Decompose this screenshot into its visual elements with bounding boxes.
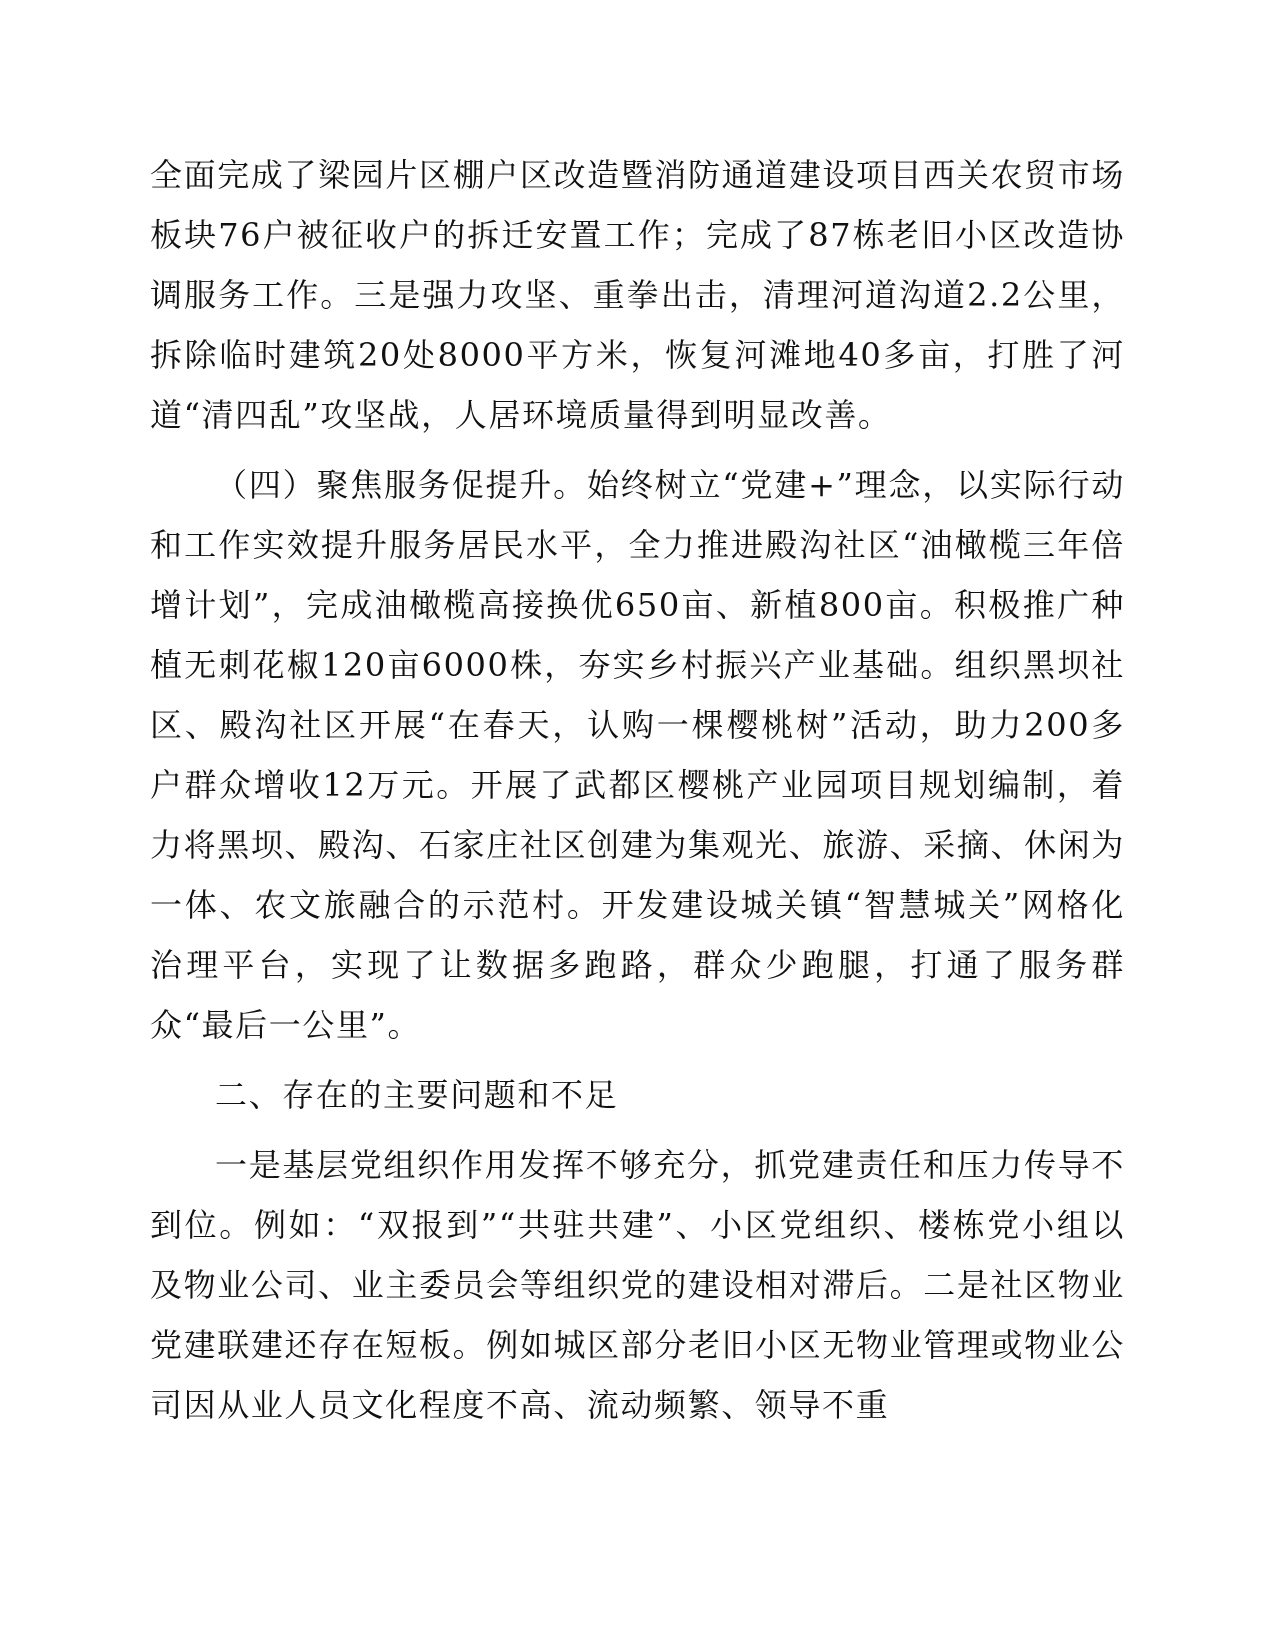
paragraph-continuation: 全面完成了梁园片区棚户区改造暨消防通道建设项目西关农贸市场板块76户被征收户的拆迁安置工作；完成了87栋老旧小区改造协调服务工作。三是强力攻坚、重拳出击，清理河道沟道2.2公里，拆除临时建筑20处8000平方米，恢复河滩地40多亩，打胜了河道“清四乱”攻坚战，人居环境质量得到明显改善。 <box>150 156 1125 434</box>
document-body <box>150 145 1125 1435</box>
paragraph-service-improvement: （四）聚焦服务促提升。始终树立“党建+”理念，以实际行动和工作实效提升服务居民水平，全力推进殿沟社区“油橄榄三年倍增计划”，完成油橄榄高接换优650亩、新植800亩。积极推广种植无刺花椒120亩6000株，夯实乡村振兴产业基础。组织黑坝社区、殿沟社区开展“在春天，认购一棵樱桃树”活动，助力200多户群众增收12万元。开展了武都区樱桃产业园项目规划编制，着力将黑坝、殿沟、石家庄社区创建为集观光、旅游、采摘、休闲为一体、农文旅融合的示范村。开发建设城关镇“智慧城关”网格化治理平台，实现了让数据多跑路，群众少跑腿，打通了服务群众“最后一公里”。 <box>150 466 1125 1044</box>
paragraph-problems: 一是基层党组织作用发挥不够充分，抓党建责任和压力传导不到位。例如：“双报到”“共驻共建”、小区党组织、楼栋党小组以及物业公司、业主委员会等组织党的建设相对滞后。二是社区物业党建联建还存在短板。例如城区部分老旧小区无物业管理或物业公司因从业人员文化程度不高、流动频繁、领导不重 <box>150 1146 1125 1424</box>
section-heading-problems: 二、存在的主要问题和不足 <box>215 1076 619 1114</box>
